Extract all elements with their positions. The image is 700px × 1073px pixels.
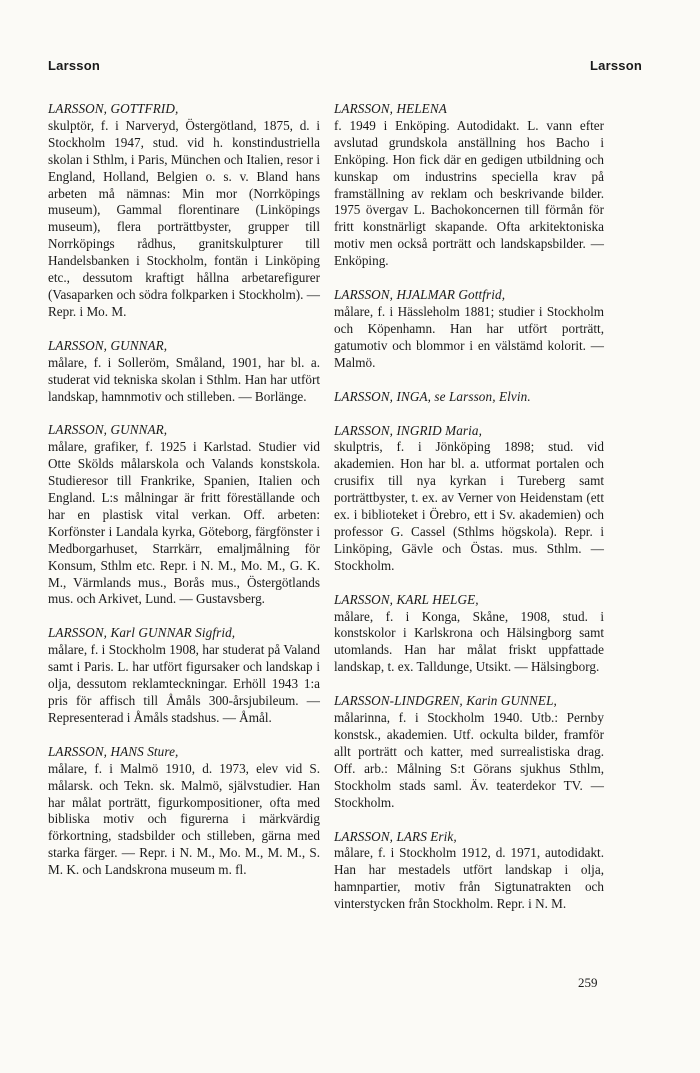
entry-heading: LARSSON-LINDGREN, Karin GUNNEL, <box>334 693 557 709</box>
entry-body: målare, f. i Hässleholm 1881; studier i Stockholm och Köpenhamn. Han har utfört porträtt, gatumotiv och blommor i en välstämd kolorit. — Malmö. <box>334 303 604 370</box>
entry-heading: LARSSON, HELENA <box>334 101 447 116</box>
entry <box>334 592 604 677</box>
right-column <box>334 101 604 930</box>
entry <box>334 101 604 270</box>
entry-body: målare, f. i Stockholm 1912, d. 1971, autodidakt. Han har mestadels utfört landskap i olja, hamnpartier, motiv från Sigtunatrakten och vinterstycken från Stockholm. Repr. i N. M. <box>334 845 604 912</box>
entry-body: målarinna, f. i Stockholm 1940. Utb.: Pernby konstsk., akademien. Utf. ockulta bilder, framför allt porträtt och katter, med surrealistiska drag. Off. arb.: Målning S:t Görans sjukhus Sthlm, Stockholm stads saml. Äv. teaterdekor TV. — Stockholm. <box>334 710 604 810</box>
entry-heading: LARSSON, HANS Sture, <box>48 743 179 759</box>
entry-body: skulptör, f. i Narveryd, Östergötland, 1875, d. i Stockholm 1947, stud. vid h. konstindustriella skolan i Sthlm, i Paris, München och Italien, resor i England, Holland, Belgien o. s. v. Bland hans arbeten må nämnas: Min mor (Norrköpings museum), Gammal florentinare (Linköpings museum), flera porträttbyster, grupper till Norrköpings rådhus, granitskulpturer till Handelsbanken i Stockholm, fontän i Linköping etc., dessutom kraftigt hållna arbetarefigurer (Vasaparken och södra folkparken i Stockholm). — Repr. i Mo. M. <box>48 117 320 319</box>
entry-body: målare, f. i Malmö 1910, d. 1973, elev vid S. målarsk. och Tekn. sk. Malmö, självstudier. Han har målat porträtt, figurkompositioner, ofta med bibliska motiv och figurerna i märkvärdig förkortning, stadsbilder och stilleben, gärna med starka färger. — Repr. i N. M., Mo. M., M. M., S. M. K. och Landskrona museum m. fl. <box>48 760 320 878</box>
entry <box>334 287 604 372</box>
entry-heading: LARSSON, GOTTFRID, <box>48 101 179 116</box>
entry-heading: LARSSON, GUNNAR, <box>48 337 168 353</box>
running-head-left: Larsson <box>48 58 100 73</box>
left-column <box>48 101 320 896</box>
entry <box>334 693 604 811</box>
entry-heading: LARSSON, LARS Erik, <box>334 828 457 844</box>
page-number: 259 <box>578 975 598 990</box>
entry <box>48 101 320 321</box>
entry <box>48 744 320 879</box>
entry-heading: LARSSON, GUNNAR, <box>48 422 168 438</box>
entry-body: f. 1949 i Enköping. Autodidakt. L. vann efter avslutad grundskola anställning hos Bacho i Enköping. Hon fick där en gedigen utbildning och kunskap om industrins speciella krav på framställning av reklam och beskrivande bilder. 1975 övergav L. Bachokoncernen till förmån för fritt konstnärligt skapande. Ofta arkitektoniska motiv men också porträtt och landskapsbilder. — Enköping. <box>334 117 604 269</box>
entry-heading: LARSSON, INGRID Maria, <box>334 422 482 438</box>
entry-heading: LARSSON, KARL HELGE, <box>334 591 479 607</box>
entry <box>334 829 604 914</box>
entry <box>48 625 320 726</box>
entry-heading: LARSSON, HJALMAR Gottfrid, <box>334 287 506 303</box>
entry-body: målare, grafiker, f. 1925 i Karlstad. Studier vid Otte Skölds målarskola och Valands konstskola. Studieresor till Frankrike, Spanien, Italien och England. L:s målningar är fritt föreställande och har en plastisk vital verkan. Off. arbeten: Korfönster i Landala kyrka, Göteborg, färgfönster i Medborgarhuset, Starrkärr, emaljmålning för Konsum, Sthlm etc. Repr. i N. M., Mo. M., G. K. M., Värmlands mus., Borås mus., Östergötlands mus. och Arkivet, Lund. — Gustavsberg. <box>48 439 320 607</box>
entry-body: målare, f. i Solleröm, Småland, 1901, har bl. a. studerat vid tekniska skolan i Sthlm. Han har utfört landskap, hamnmotiv och stilleben. — Borlänge. <box>48 354 320 404</box>
entry <box>334 389 604 406</box>
running-head-right: Larsson <box>590 58 642 73</box>
entry <box>48 338 320 406</box>
entry-body: målare, f. i Konga, Skåne, 1908, stud. i konstskolor i Karlskrona och Hälsingborg samt utomlands. Han har målat friskt uppfattade landskap, t. ex. Talldunge, Utsikt. — Hälsingborg. <box>334 608 604 675</box>
entry <box>48 422 320 608</box>
entry <box>334 423 604 575</box>
entry-body: skulptris, f. i Jönköping 1898; stud. vid akademien. Hon har bl. a. utformat portalen och crusifix till nya kyrkan i Tureberg samt porträttbyster, t. ex. av Verner von Heidenstam (ett ex. i biblioteket i Örebro, ett i Sv. akademien) och professor G. Cassel (Sthlms högskola). Repr. i Linköping, Gävle och Östas. mus. Sthlm. — Stockholm. <box>334 439 604 573</box>
entry-heading: LARSSON, INGA, se Larsson, Elvin. <box>334 388 531 404</box>
entry-heading: LARSSON, Karl GUNNAR Sigfrid, <box>48 625 236 641</box>
entry-body: målare, f. i Stockholm 1908, har studerat på Valand samt i Paris. L. har utfört figursaker och landskap i olja, dessutom reklamteckningar. Erhöll 1943 1:a pris för affisch till Åmåls 300-årsjubileum. — Representerad i Åmåls stadshus. — Åmål. <box>48 642 320 725</box>
